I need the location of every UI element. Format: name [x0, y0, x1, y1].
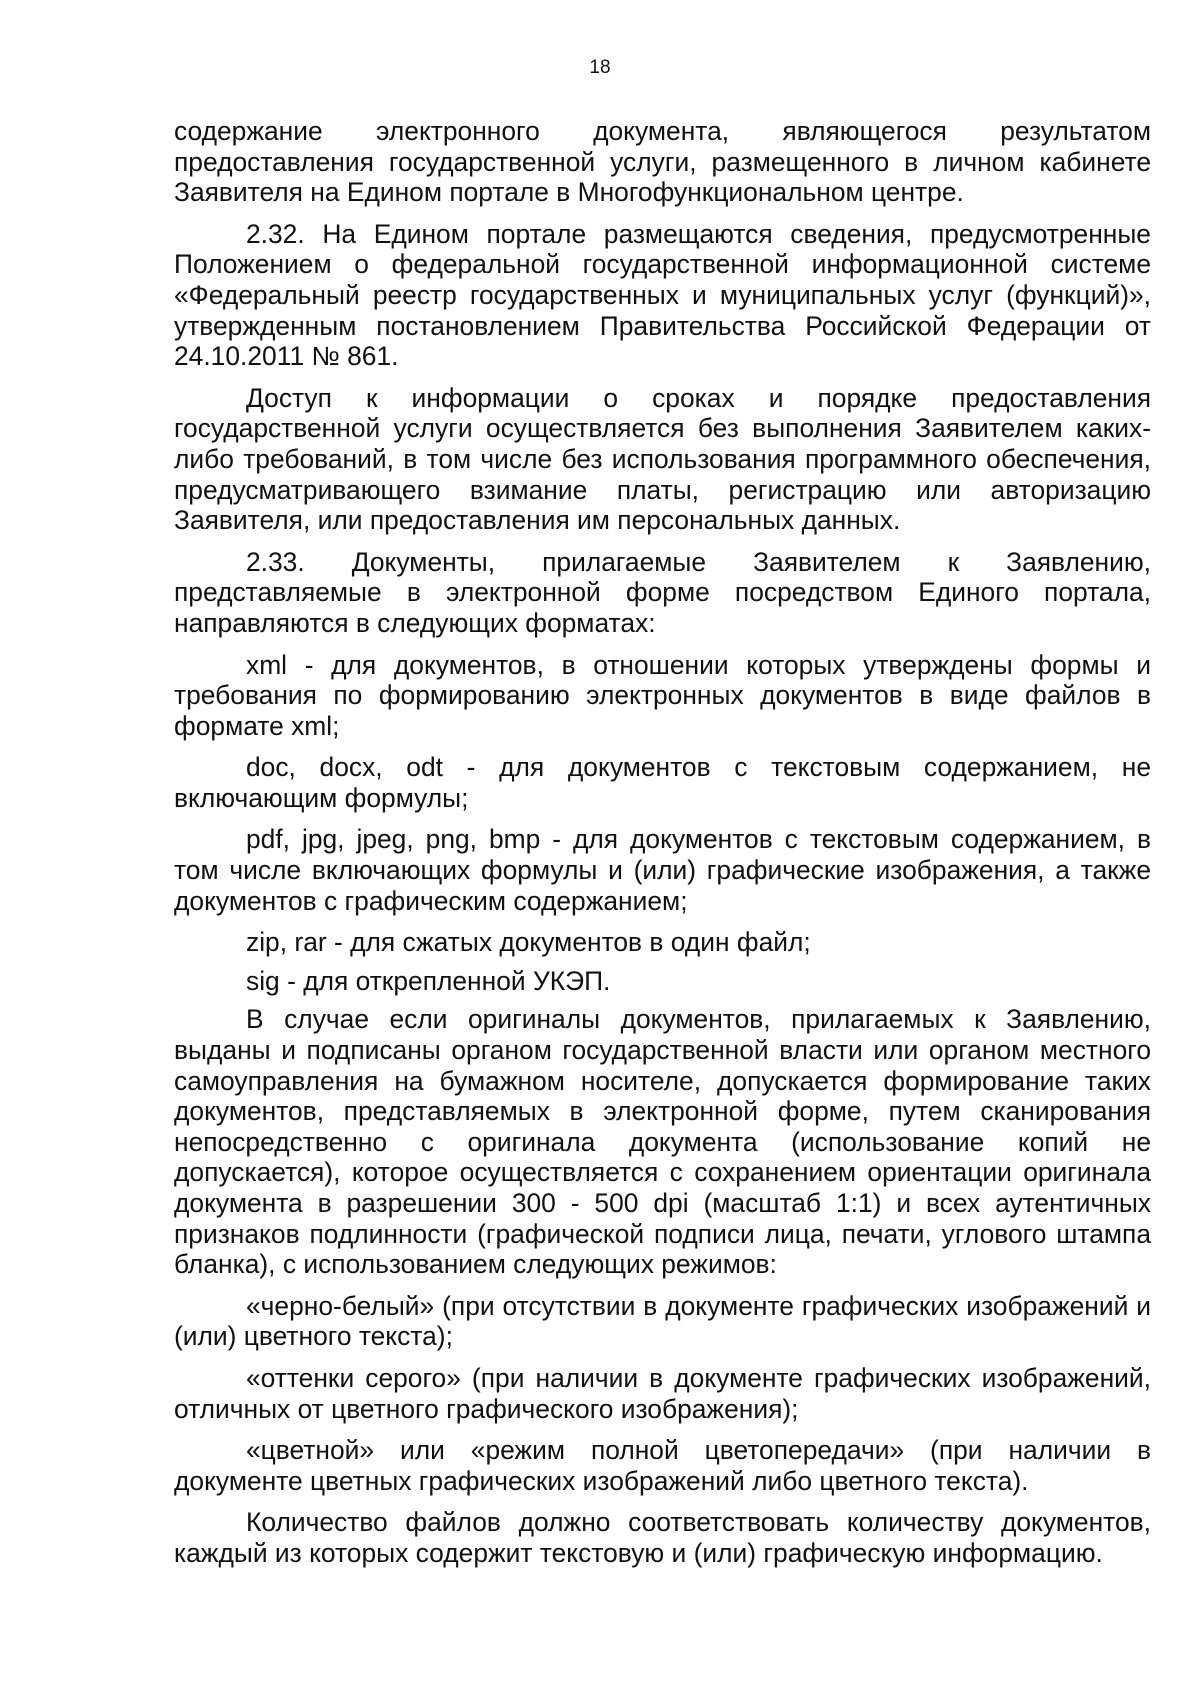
paragraph-mode-gray: «оттенки серого» (при наличии в документе графических изображений, отличных от цветного графического изображения); — [174, 1362, 1151, 1424]
paragraph-format-xml: xml - для документов, в отношении которых утверждены формы и требования по формированию электронных документов в виде файлов в формате xml; — [174, 649, 1151, 741]
paragraph-scanning: В случае если оригиналы документов, прилагаемых к Заявлению, выданы и подписаны органом государственной власти или органом местного самоуправления на бумажном носителе, допускается формирование таких документов, представляемых в электронной форме, путем сканирования непосредственно с оригинала документа (использование копий не допускается), которое осуществляется с сохранением ориентации оригинала документа в разрешении 300 - 500 dpi (масштаб 1:1) и всех аутентичных признаков подлинности (графической подписи лица, печати, углового штампа бланка), с использованием следующих режимов: — [174, 1004, 1151, 1280]
paragraph-access-info: Доступ к информации о сроках и порядке предоставления государственной услуги осуществляется без выполнения Заявителем каких-либо требований, в том числе без использования программного обеспечения, предусматривающего взимание платы, регистрацию или авторизацию Заявителя, или предоставления им персональных данных. — [174, 382, 1151, 536]
paragraph-format-sig: sig - для открепленной УКЭП. — [246, 965, 611, 996]
paragraph-format-doc: doc, docx, odt - для документов с текстовым содержанием, не включающим формулы; — [174, 752, 1151, 813]
page-number: 18 — [589, 57, 611, 78]
paragraph-2-33: 2.33. Документы, прилагаемые Заявителем к Заявлению, представляемые в электронной форме посредством Единого портала, направляются в следующих форматах: — [174, 546, 1151, 638]
paragraph-result-content: содержание электронного документа, являющегося результатом предоставления государственной услуги, размещенного в личном кабинете Заявителя на Едином портале в Многофункциональном центре. — [174, 116, 1151, 208]
document-body — [174, 116, 1151, 1580]
paragraph-mode-bw: «черно-белый» (при отсутствии в документе графических изображений и (или) цветного текста); — [174, 1290, 1151, 1352]
paragraph-format-pdf: pdf, jpg, jpeg, png, bmp - для документов с текстовым содержанием, в том числе включающих формулы и (или) графические изображения, а также документов с графическим содержанием; — [174, 824, 1151, 916]
paragraph-mode-color: «цветной» или «режим полной цветопередачи» (при наличии в документе цветных графических изображений либо цветного текста). — [174, 1435, 1151, 1496]
paragraph-format-zip: zip, rar - для сжатых документов в один файл; — [246, 927, 811, 958]
paragraph-file-count: Количество файлов должно соответствовать количеству документов, каждый из которых содержит текстовую и (или) графическую информацию. — [174, 1507, 1151, 1568]
paragraph-2-32: 2.32. На Едином портале размещаются сведения, предусмотренные Положением о федеральной государственной информационной системе «Федеральный реестр государственных и муниципальных услуг (функций)», утвержденным постановлением Правительства Российской Федерации от 24.10.2011 № 861. — [174, 218, 1151, 372]
